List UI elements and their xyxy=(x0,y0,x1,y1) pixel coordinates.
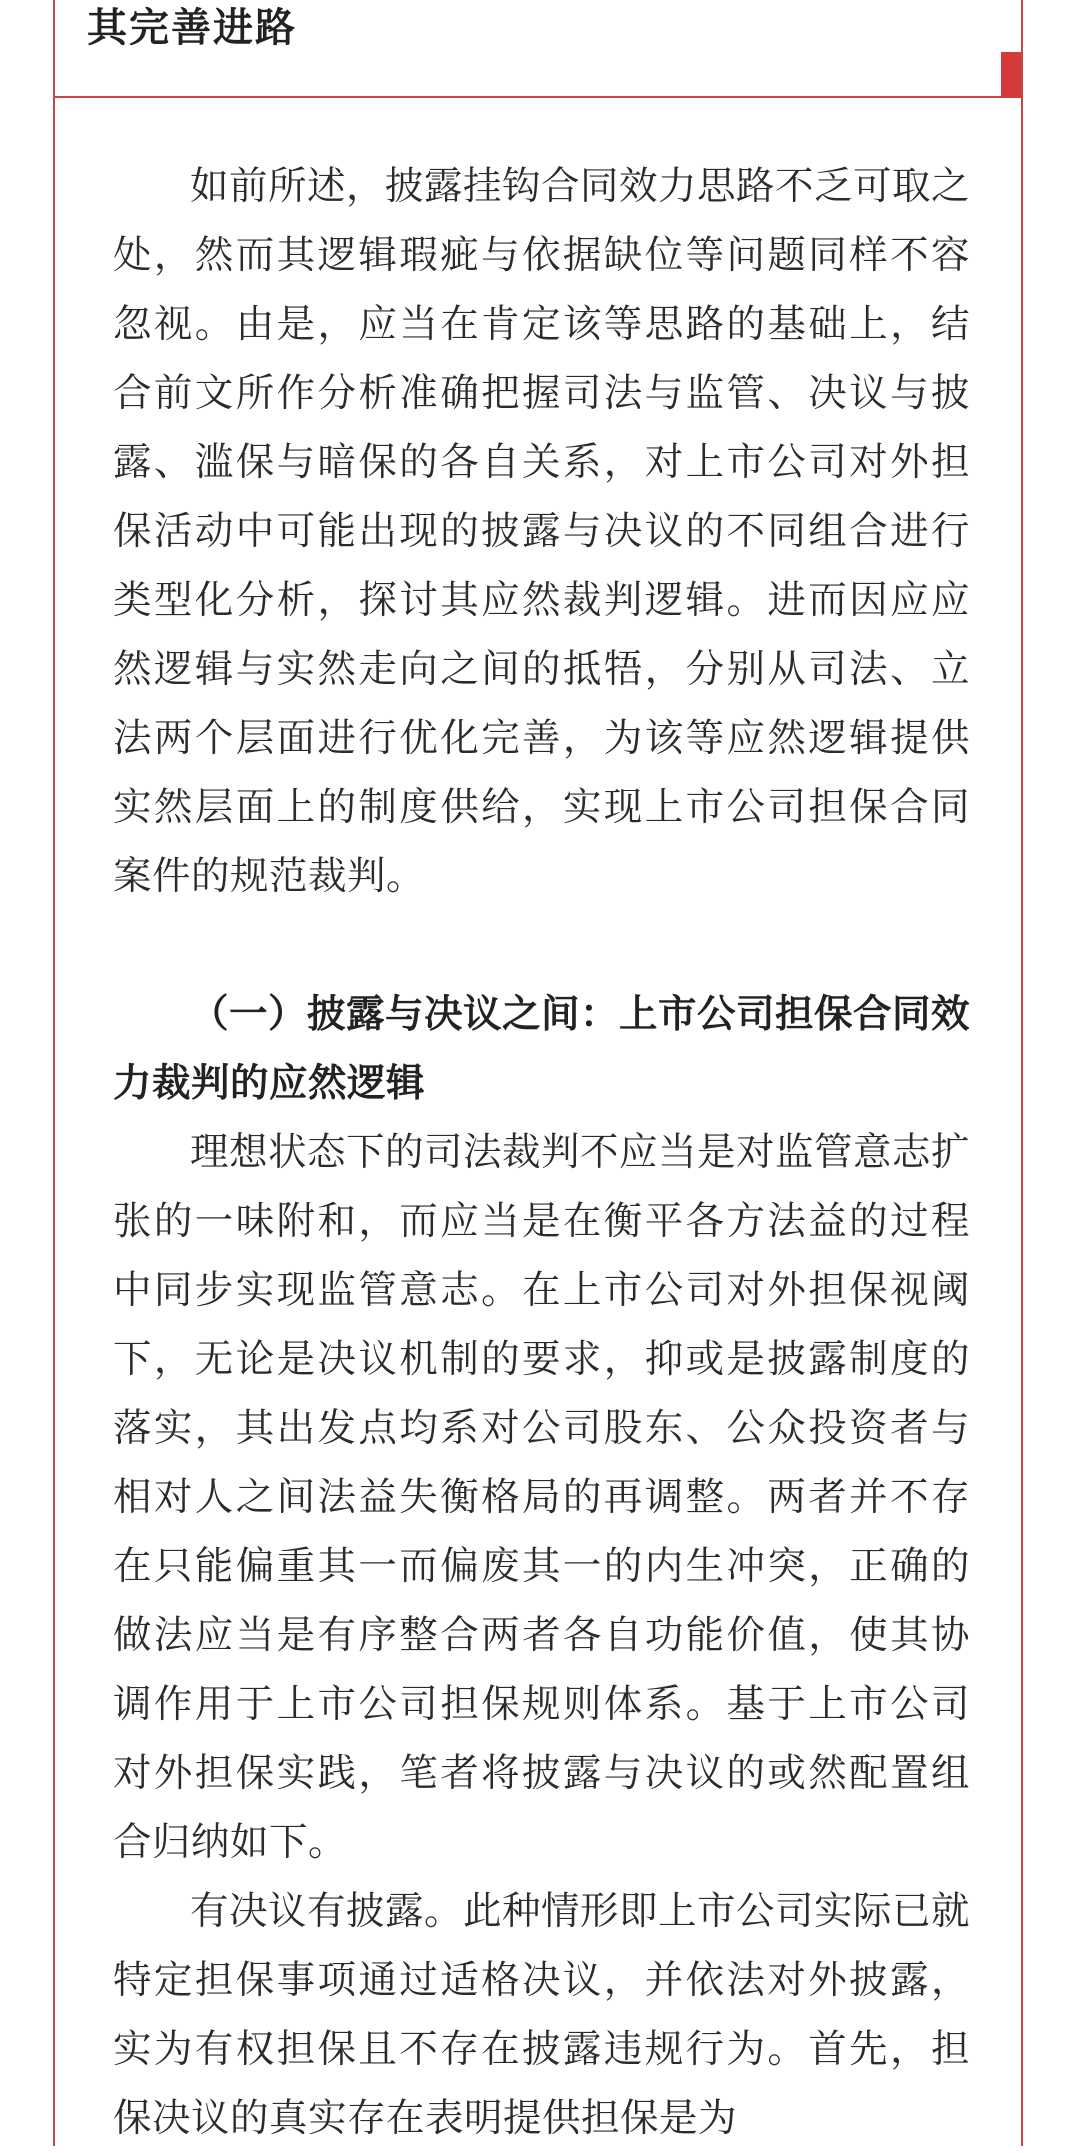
section-header xyxy=(55,0,1021,98)
intro-paragraph: 如前所述，披露挂钩合同效力思路不乏可取之处，然而其逻辑瑕疵与依据缺位等问题同样不容忽视。由是，应当在肯定该等思路的基础上，结合前文所作分析准确把握司法与监管、决议与披露、滥保与暗保的各自关系，对上市公司对外担保活动中可能出现的披露与决议的不同组合进行类型化分析，探讨其应然裁判逻辑。进而因应应然逻辑与实然走向之间的抵牾，分别从司法、立法两个层面进行优化完善，为该等应然逻辑提供实然层面上的制度供给，实现上市公司担保合同案件的规范裁判。 xyxy=(113,164,971,899)
article-body xyxy=(113,152,970,2153)
body-paragraph: 有决议有披露。此种情形即上市公司实际已就特定担保事项通过适格决议，并依法对外披露，实为有权担保且不存在披露违规行为。首先，担保决议的真实存在表明提供担保是为 xyxy=(113,1889,971,2141)
header-accent-block xyxy=(1001,52,1021,98)
section-title: 其完善进路 xyxy=(87,5,297,51)
body-paragraph: 理想状态下的司法裁判不应当是对监管意志扩张的一味附和，而应当是在衡平各方法益的过程中同步实现监管意志。在上市公司对外担保视阈下，无论是决议机制的要求，抑或是披露制度的落实，其出发点均系对公司股东、公众投资者与相对人之间法益失衡格局的再调整。两者并不存在只能偏重其一而偏废其一的内生冲突，正确的做法应当是有序整合两者各自功能价值，使其协调作用于上市公司担保规则体系。基于上市公司对外担保实践，笔者将披露与决议的或然配置组合归纳如下。 xyxy=(113,1130,971,1865)
subsection-heading: （一）披露与决议之间：上市公司担保合同效力裁判的应然逻辑 xyxy=(113,992,971,1106)
